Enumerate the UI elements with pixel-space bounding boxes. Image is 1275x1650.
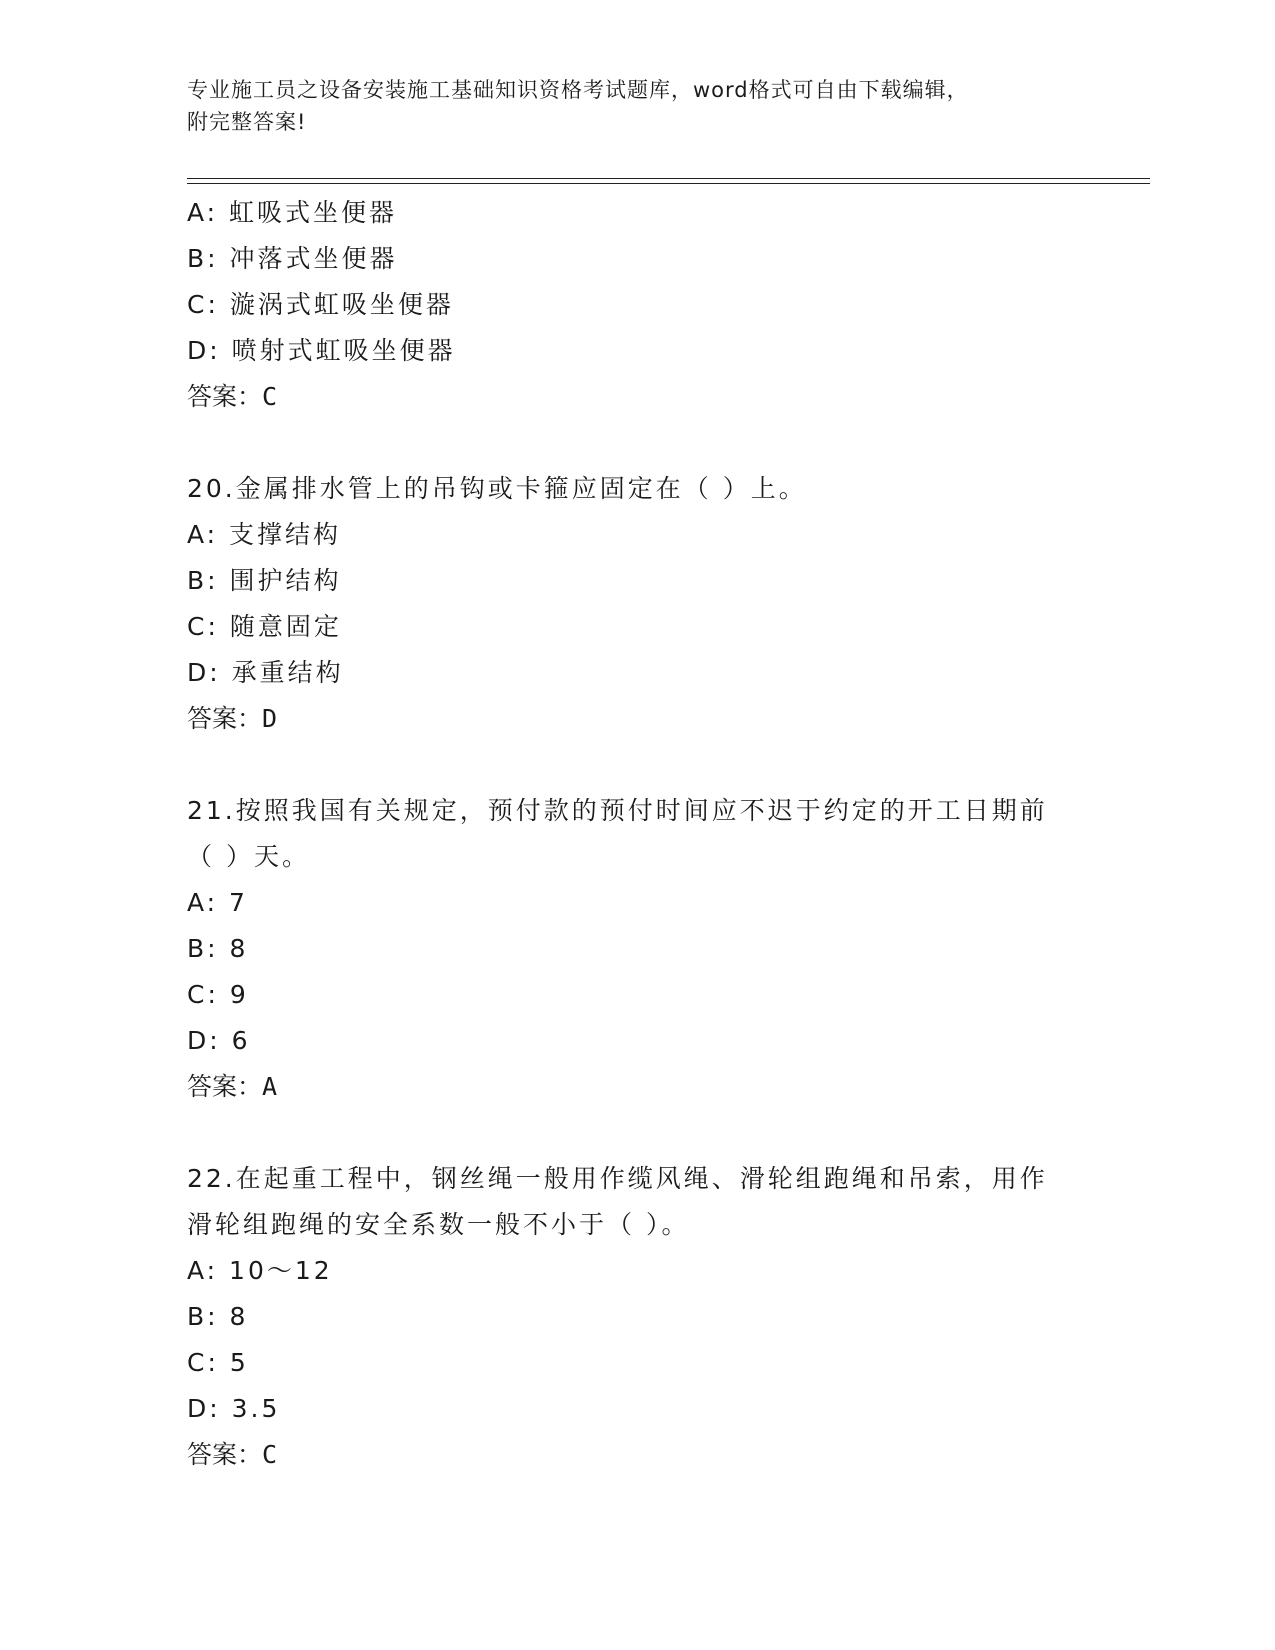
question-text: 22.在起重工程中，钢丝绳一般用作缆风绳、滑轮组跑绳和吊索，用作 [187, 1164, 1048, 1193]
question-text-continued: （ ）天。 [187, 842, 310, 871]
header-line-1: 专业施工员之设备安装施工基础知识资格考试题库，word格式可自由下载编辑， [187, 78, 969, 102]
option-b: B: 8 [187, 1302, 249, 1331]
option-b: B: 围护结构 [187, 566, 342, 595]
prev-question-block [187, 190, 1087, 420]
option-a: A: 虹吸式坐便器 [187, 198, 398, 227]
header-line-2: 附完整答案! [187, 110, 307, 134]
spacer [187, 1110, 1087, 1156]
spacer [187, 742, 1087, 788]
option-a: A: 7 [187, 888, 248, 917]
option-b: B: 8 [187, 934, 249, 963]
option-d: D: 6 [187, 1026, 251, 1055]
option-c: C: 9 [187, 980, 249, 1009]
question-20 [187, 466, 1087, 742]
answer-line: 答案：D [187, 704, 278, 733]
question-text: 20.金属排水管上的吊钩或卡箍应固定在（ ）上。 [187, 474, 807, 503]
header-divider-bottom [187, 183, 1150, 184]
option-a: A: 支撑结构 [187, 520, 342, 549]
document-header [187, 74, 1087, 138]
question-21 [187, 788, 1087, 1110]
answer-line: 答案：C [187, 382, 278, 411]
option-b: B: 冲落式坐便器 [187, 244, 398, 273]
question-text: 21.按照我国有关规定，预付款的预付时间应不迟于约定的开工日期前 [187, 796, 1048, 825]
answer-line: 答案：C [187, 1440, 278, 1469]
question-22 [187, 1156, 1087, 1478]
option-c: C: 随意固定 [187, 612, 342, 641]
answer-line: 答案：A [187, 1072, 278, 1101]
option-d: D: 喷射式虹吸坐便器 [187, 336, 456, 365]
option-c: C: 5 [187, 1348, 249, 1377]
option-a: A: 10～12 [187, 1256, 333, 1285]
header-divider-top [187, 178, 1150, 179]
question-text-continued: 滑轮组跑绳的安全系数一般不小于（ ）。 [187, 1210, 690, 1239]
question-list [187, 190, 1087, 1478]
option-d: D: 3.5 [187, 1394, 281, 1423]
option-d: D: 承重结构 [187, 658, 344, 687]
option-c: C: 漩涡式虹吸坐便器 [187, 290, 454, 319]
spacer [187, 420, 1087, 466]
